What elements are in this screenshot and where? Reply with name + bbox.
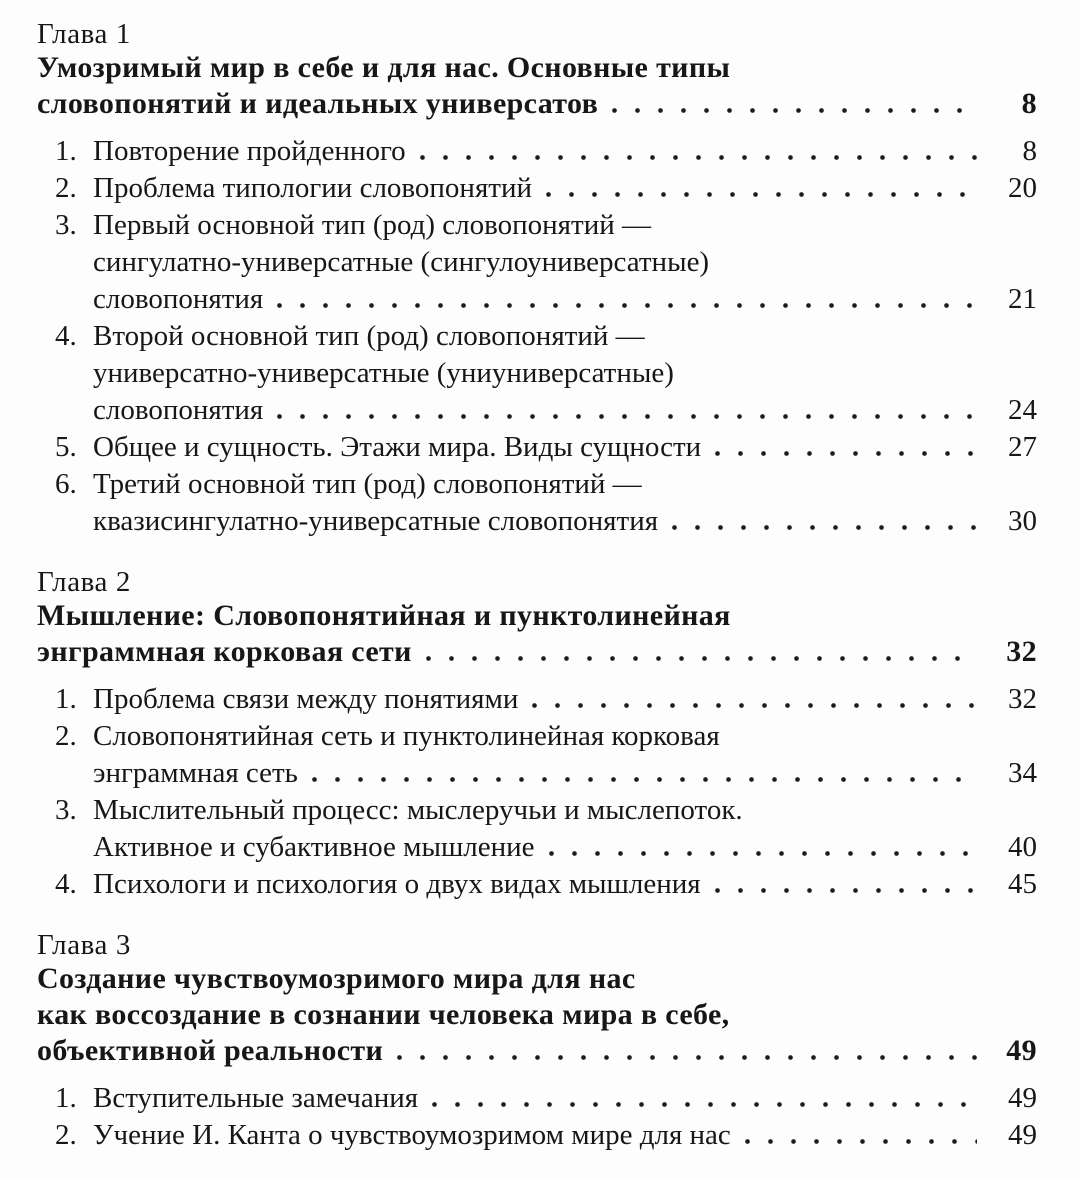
- page-number: 20: [1008, 172, 1037, 204]
- chapter-section: [37, 19, 1037, 540]
- dot-leader: [672, 525, 977, 530]
- item-number: 2.: [55, 172, 77, 204]
- item-number: 2.: [55, 720, 77, 752]
- item-text-line: Мыслительный процесс: мыслеручьи и мыслепоток.: [93, 794, 743, 826]
- toc-item: [37, 170, 1037, 207]
- chapter-title-line: Умозримый мир в себе и для нас. Основные типы: [37, 51, 731, 84]
- item-text-line: универсатно-универсатные (униуниверсатные): [93, 357, 674, 389]
- chapter-title-line: словопонятий и идеальных универсатов: [37, 87, 599, 120]
- page-number: 27: [1008, 431, 1037, 463]
- page-number: 32: [1008, 683, 1037, 715]
- item-text-line: Активное и субактивное мышление: [93, 831, 535, 863]
- chapter-title-line: энграммная корковая сети: [37, 635, 412, 668]
- item-number: 3.: [55, 794, 77, 826]
- toc-item: [37, 1080, 1037, 1117]
- item-title-row: [93, 681, 1037, 718]
- chapter-title-line: как воссоздание в сознании человека мира в себе,: [37, 998, 730, 1031]
- toc-item: [37, 718, 1037, 792]
- chapter-items: [37, 133, 1037, 540]
- item-title-row: [93, 1117, 1037, 1154]
- chapter-section: [37, 930, 1037, 1154]
- chapter-title-line: Мышление: Словопонятийная и пунктолинейная: [37, 599, 731, 632]
- chapter-section: [37, 567, 1037, 903]
- dot-leader: [432, 1102, 977, 1107]
- item-title-row: [93, 392, 1037, 429]
- item-title-row: [93, 503, 1037, 540]
- item-title-row: [93, 829, 1037, 866]
- item-title-row: [93, 133, 1037, 170]
- chapter-items: [37, 1080, 1037, 1154]
- page-number: 34: [1008, 757, 1037, 789]
- toc-item: [37, 429, 1037, 466]
- toc-item: [37, 1117, 1037, 1154]
- dot-leader: [745, 1139, 977, 1144]
- chapter-title-row: [37, 86, 1037, 122]
- item-number: 5.: [55, 431, 77, 463]
- item-number: 4.: [55, 320, 77, 352]
- page-number: 8: [1022, 135, 1037, 167]
- chapter-label: Глава 1: [37, 18, 131, 50]
- dot-leader: [715, 888, 977, 893]
- dot-leader: [277, 303, 977, 308]
- item-text-line: Общее и сущность. Этажи мира. Виды сущности: [93, 431, 702, 463]
- chapter-title-row: [37, 634, 1037, 670]
- page-number: 24: [1008, 394, 1037, 426]
- item-text-line: Первый основной тип (род) словопонятий —: [93, 209, 651, 241]
- dot-leader: [397, 1055, 977, 1060]
- item-number: 6.: [55, 468, 77, 500]
- item-title-row: [93, 1080, 1037, 1117]
- chapter-title-line: объективной реальности: [37, 1034, 384, 1067]
- page-number: 32: [1006, 635, 1037, 668]
- item-text-line: Проблема связи между понятиями: [93, 683, 519, 715]
- item-text-line: словопонятия: [93, 394, 264, 426]
- dot-leader: [312, 777, 977, 782]
- page-number: 49: [1008, 1119, 1037, 1151]
- page-number: 21: [1008, 283, 1037, 315]
- chapter-label: Глава 2: [37, 566, 131, 598]
- chapter-items: [37, 681, 1037, 903]
- toc-item: [37, 133, 1037, 170]
- dot-leader: [612, 108, 977, 113]
- item-text-line: энграммная сеть: [93, 757, 298, 789]
- page-number: 49: [1006, 1034, 1037, 1067]
- item-text-line: Проблема типологии словопонятий: [93, 172, 533, 204]
- page-number: 8: [1021, 87, 1037, 120]
- toc-item: [37, 318, 1037, 429]
- item-title-row: [93, 170, 1037, 207]
- item-number: 2.: [55, 1119, 77, 1151]
- item-text-line: словопонятия: [93, 283, 264, 315]
- item-text-line: Учение И. Канта о чувствоумозримом мире для нас: [93, 1119, 731, 1151]
- item-text-line: квазисингулатно-универсатные словопонятия: [93, 505, 659, 537]
- chapter-title-row: [37, 1033, 1037, 1069]
- page-number: 30: [1008, 505, 1037, 537]
- item-title-row: [93, 429, 1037, 466]
- toc-item: [37, 866, 1037, 903]
- chapter-label: Глава 3: [37, 929, 131, 961]
- dot-leader: [420, 155, 977, 160]
- item-text-line: Вступительные замечания: [93, 1082, 419, 1114]
- dot-leader: [546, 192, 977, 197]
- toc-item: [37, 792, 1037, 866]
- item-number: 1.: [55, 1082, 77, 1114]
- item-text-line: Словопонятийная сеть и пунктолинейная корковая: [93, 720, 720, 752]
- dot-leader: [715, 451, 977, 456]
- item-text-line: Психологи и психология о двух видах мышления: [93, 868, 701, 900]
- dot-leader: [532, 703, 977, 708]
- item-number: 4.: [55, 868, 77, 900]
- dot-leader: [277, 414, 977, 419]
- page-number: 45: [1008, 868, 1037, 900]
- item-number: 1.: [55, 683, 77, 715]
- page-number: 49: [1008, 1082, 1037, 1114]
- toc-item: [37, 466, 1037, 540]
- item-text-line: Повторение пройденного: [93, 135, 406, 167]
- item-text-line: сингулатно-универсатные (сингулоуниверсатные): [93, 246, 710, 278]
- item-text-line: Третий основной тип (род) словопонятий —: [93, 468, 642, 500]
- item-number: 3.: [55, 209, 77, 241]
- dot-leader: [549, 851, 977, 856]
- item-title-row: [93, 755, 1037, 792]
- dot-leader: [426, 656, 977, 661]
- item-number: 1.: [55, 135, 77, 167]
- item-title-row: [93, 866, 1037, 903]
- chapter-title-line: Создание чувствоумозримого мира для нас: [37, 962, 636, 995]
- item-text-line: Второй основной тип (род) словопонятий —: [93, 320, 645, 352]
- toc-item: [37, 207, 1037, 318]
- page-number: 40: [1008, 831, 1037, 863]
- item-title-row: [93, 281, 1037, 318]
- toc-item: [37, 681, 1037, 718]
